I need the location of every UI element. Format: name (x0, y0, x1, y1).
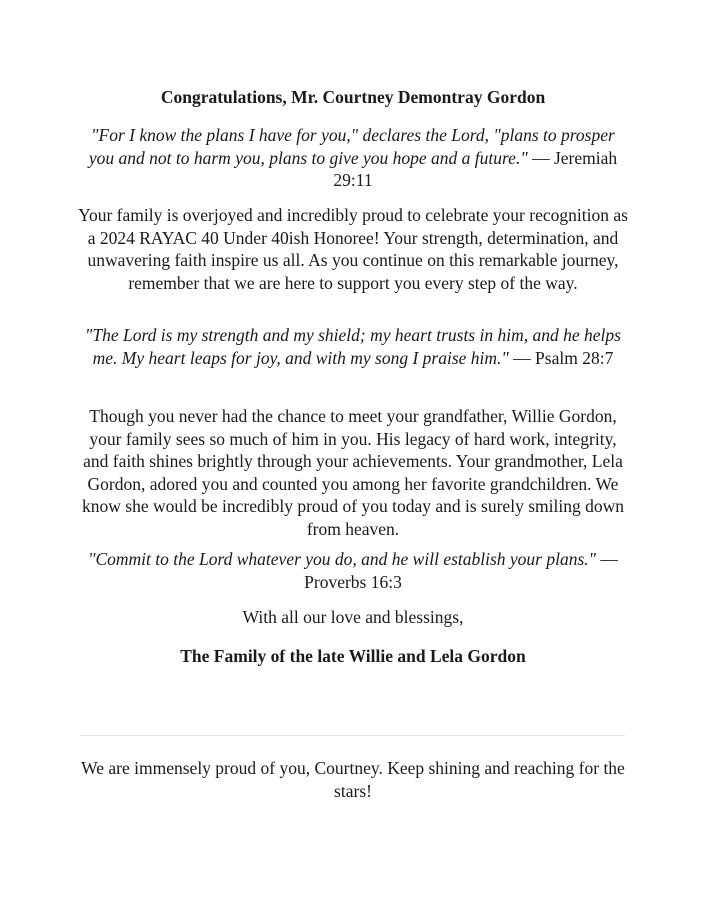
verse-citation: — Proverbs 16:3 (304, 549, 618, 592)
congratulations-paragraph: Your family is overjoyed and incredibly proud to celebrate your recognition as a 2024 RAYAC 40 Under 40ish Honoree! Your strength, determination, and unwavering faith inspire us all. As you continue on this remarkable journey, remember that we are here to support you every step of the way. (78, 205, 628, 293)
signature: The Family of the late Willie and Lela Gordon (180, 646, 526, 666)
verse-citation: — Psalm 28:7 (508, 347, 614, 368)
verse-quote: "Commit to the Lord whatever you do, and he will establish your plans." (88, 549, 597, 569)
verse-quote: "For I know the plans I have for you," declares the Lord, "plans to prosper you and not to harm you, plans to give you hope and a future." (88, 125, 615, 168)
grandparents-paragraph: Though you never had the chance to meet your grandfather, Willie Gordon, your family sees so much of him in you. His legacy of hard work, integrity, and faith shines brightly through your achievements. Your grandmother, Lela Gordon, adored you and counted you among her favorite grandchildren. We know she would be incredibly proud of you today and is surely smiling down from heaven. (82, 406, 624, 539)
footer-message: We are immensely proud of you, Courtney. Keep shining and reaching for the stars! (81, 758, 625, 801)
verse-citation: — Jeremiah 29:11 (333, 147, 618, 190)
scripture-verse-psalm (78, 324, 628, 369)
divider (80, 735, 625, 736)
page-title: Congratulations, Mr. Courtney Demontray Gordon (160, 87, 546, 107)
scripture-verse-proverbs (78, 548, 628, 593)
scripture-verse-jeremiah (78, 124, 628, 192)
verse-quote: "The Lord is my strength and my shield; my heart trusts in him, and he helps me. My heart leaps for joy, and with my song I praise him." (85, 325, 621, 368)
closing-line: With all our love and blessings, (242, 607, 464, 627)
